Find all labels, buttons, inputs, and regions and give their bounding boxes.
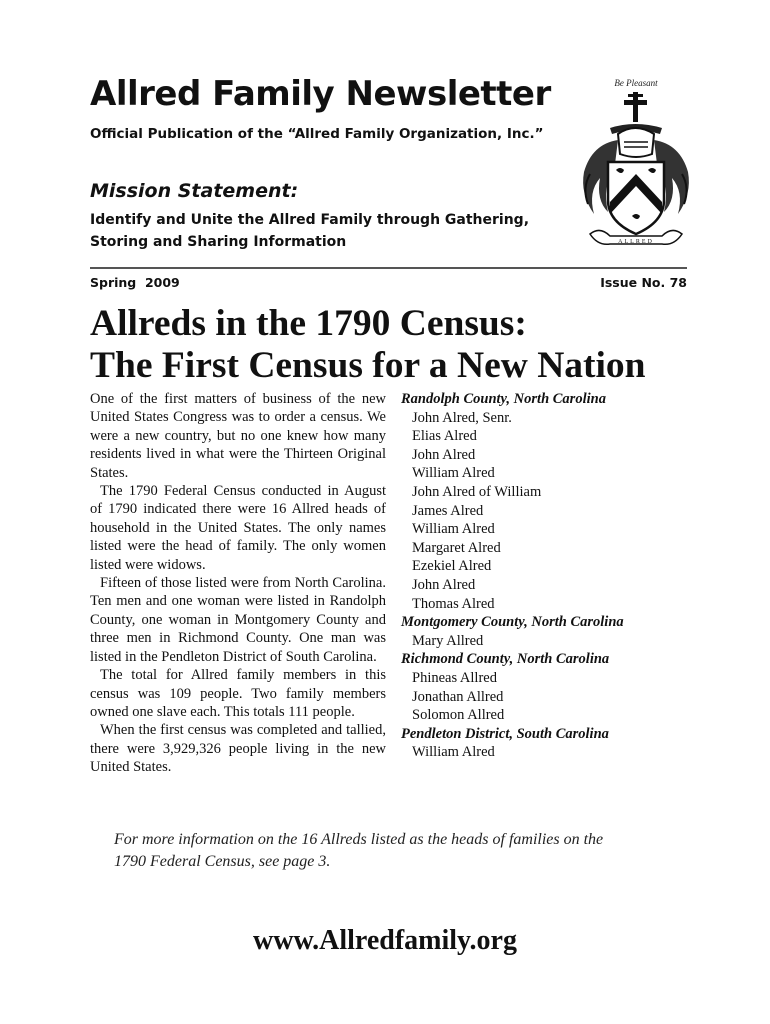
list-item: James Alred [412, 502, 484, 519]
footnote [114, 829, 694, 873]
list-item: William Alred [412, 521, 495, 538]
issue-number: Issue No. 78 [600, 275, 687, 290]
website-link[interactable]: www.Allredfamily.org [253, 925, 517, 956]
county-heading: Pendleton District, South Carolina [401, 725, 609, 742]
list-item: John Alred [412, 446, 476, 463]
county-heading: Randolph County, North Carolina [401, 391, 606, 407]
census-list [401, 390, 701, 762]
list-item: Margaret Alred [412, 539, 501, 556]
list-item: John Alred, Senr. [412, 409, 512, 426]
headline-line: Allreds in the 1790 Census: [90, 303, 527, 344]
mission-line: Storing and Sharing Information [90, 234, 347, 250]
county-heading: Richmond County, North Carolina [401, 651, 610, 668]
article-paragraph: One of the first matters of business of the new United States Congress was to order a census. We were a new country, but no one knew how many residents lived in what were the Thirteen Original States. [90, 391, 386, 481]
masthead-title: Allred Family Newsletter [90, 74, 551, 114]
headline-line: The First Census for a New Nation [90, 345, 646, 386]
county-heading: Montgomery County, North Carolina [401, 614, 624, 631]
list-item: Phineas Allred [412, 669, 497, 686]
list-item: Solomon Allred [412, 707, 505, 724]
article-paragraph: Fifteen of those listed were from North Carolina. Ten men and one woman were listed in Randolph County, one woman in Montgomery County and three men in Richmond County. One man was listed in the Pendleton District of South Carolina. [90, 575, 386, 665]
list-item: Elias Alred [412, 428, 477, 445]
list-item: John Alred of William [412, 483, 542, 500]
issue-divider [90, 267, 687, 269]
list-item: Jonathan Allred [412, 688, 504, 705]
family-crest-icon [570, 74, 700, 254]
list-item: William Alred [412, 465, 495, 482]
footnote-line: 1790 Federal Census, see page 3. [114, 853, 331, 870]
issue-date: Spring 2009 [90, 275, 180, 290]
article-headline [90, 303, 730, 387]
list-item: Thomas Alred [412, 595, 495, 612]
list-item: Mary Allred [412, 632, 484, 649]
mission-statement [90, 209, 570, 253]
list-item: John Alred [412, 576, 476, 593]
masthead-subtitle: Official Publication of the “Allred Family Organization, Inc.” [90, 126, 544, 142]
mission-heading: Mission Statement: [90, 180, 299, 202]
crest-motto: Be Pleasant [614, 78, 658, 88]
article-paragraph: The 1790 Federal Census conducted in August of 1790 indicated there were 16 Allred heads of household in the United States. The only names listed were the head of family. The only women listed were widows. [90, 483, 386, 573]
list-item: Ezekiel Alred [412, 558, 492, 575]
article-paragraph: When the first census was completed and tallied, there were 3,929,326 people living in the new United States. [90, 722, 386, 776]
crest-scroll-text: ALLRED [618, 239, 654, 245]
mission-line: Identify and Unite the Allred Family through Gathering, [90, 212, 530, 228]
article-paragraph: The total for Allred family members in this census was 109 people. Two family members owned one slave each. This totals 111 people. [90, 667, 386, 720]
footnote-line: For more information on the 16 Allreds listed as the heads of families on the [114, 831, 604, 848]
article-body [90, 390, 386, 777]
list-item: William Alred [412, 744, 495, 761]
